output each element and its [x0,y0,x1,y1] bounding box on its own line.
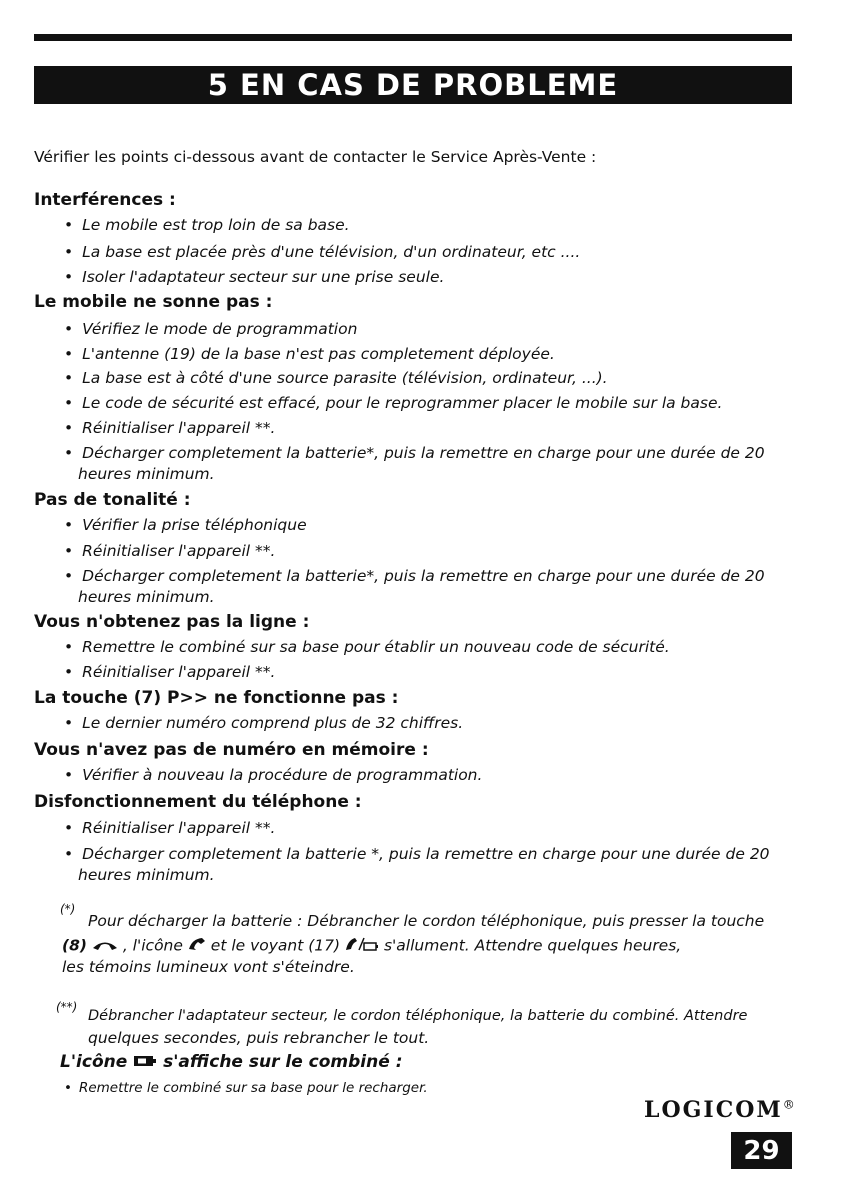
footnote-text: Pour décharger la batterie : Débrancher le cordon téléphonique, puis presser la touche [88,912,765,930]
page-number: 29 [731,1132,792,1169]
list-item: • Décharger completement la batterie*, puis la remettre en charge pour une durée de 20 [64,567,765,585]
list-item: • Réinitialiser l'appareil **. [64,419,275,437]
footnote-text: les témoins lumineux vont s'éteindre. [62,958,355,976]
handset-icon [188,937,206,955]
heading-battery-icon: L'icône s'affiche sur le combiné : [60,1052,403,1072]
heading-pas-de-memoire: Vous n'avez pas de numéro en mémoire : [34,740,429,760]
footnote-text: Débrancher l'adaptateur secteur, le cordon téléphonique, la batterie du combiné. Attendre [88,1008,748,1024]
list-item: • Le dernier numéro comprend plus de 32 chiffres. [64,714,463,732]
list-item: • Décharger completement la batterie *, puis la remettre en charge pour une durée de 20 [64,845,770,863]
footnote-line: (8) , l'icône et le voyant (17) s'allument. Attendre quelques heures, [62,936,682,955]
heading-disfonctionnement: Disfonctionnement du téléphone : [34,792,362,812]
list-item: • Vérifiez le mode de programmation [64,320,357,338]
brand-logo: LOGICOM® [644,1097,797,1123]
top-rule [34,34,792,41]
list-item: • Le code de sécurité est effacé, pour le reprogrammer placer le mobile sur la base. [64,394,722,412]
list-item: • Remettre le combiné sur sa base pour établir un nouveau code de sécurité. [64,638,670,656]
heading-interferences: Interférences : [34,190,176,210]
key-ref: (8) [62,936,87,955]
footnote-marker: (*) [60,902,76,916]
heading-pas-la-ligne: Vous n'obtenez pas la ligne : [34,612,310,632]
heading-pas-de-tonalite: Pas de tonalité : [34,490,191,510]
list-item: • Le mobile est trop loin de sa base. [64,216,350,234]
footnote-marker: (**) [56,1000,78,1014]
list-item: • La base est placée près d'une télévision, d'un ordinateur, etc .... [64,243,580,261]
list-item: • Réinitialiser l'appareil **. [64,819,275,837]
list-item: • Réinitialiser l'appareil **. [64,542,275,560]
handset-icon [92,937,118,955]
heading-touche-7: La touche (7) P>> ne fonctionne pas : [34,688,399,708]
section-title: 5 EN CAS DE PROBLEME [34,66,792,104]
footnote-text: quelques secondes, puis rebrancher le tout. [88,1029,430,1047]
list-item: • Remettre le combiné sur sa base pour le recharger. [64,1080,428,1096]
list-item: • Isoler l'adaptateur secteur sur une prise seule. [64,268,444,286]
list-item: • Vérifier la prise téléphonique [64,516,307,534]
list-item-continuation: heures minimum. [78,465,215,483]
list-item: • Réinitialiser l'appareil **. [64,663,275,681]
list-item: • Décharger completement la batterie*, puis la remettre en charge pour une durée de 20 [64,444,765,462]
list-item: • Vérifier à nouveau la procédure de programmation. [64,766,482,784]
list-item-continuation: heures minimum. [78,866,215,884]
list-item: • L'antenne (19) de la base n'est pas completement déployée. [64,345,555,363]
list-item-continuation: heures minimum. [78,588,215,606]
list-item: • La base est à côté d'une source parasite (télévision, ordinateur, ...). [64,369,608,387]
heading-ne-sonne-pas: Le mobile ne sonne pas : [34,292,273,312]
phone-battery-icon [345,936,379,956]
battery-icon [133,1052,157,1072]
intro-text: Vérifier les points ci-dessous avant de contacter le Service Après-Vente : [34,148,597,166]
